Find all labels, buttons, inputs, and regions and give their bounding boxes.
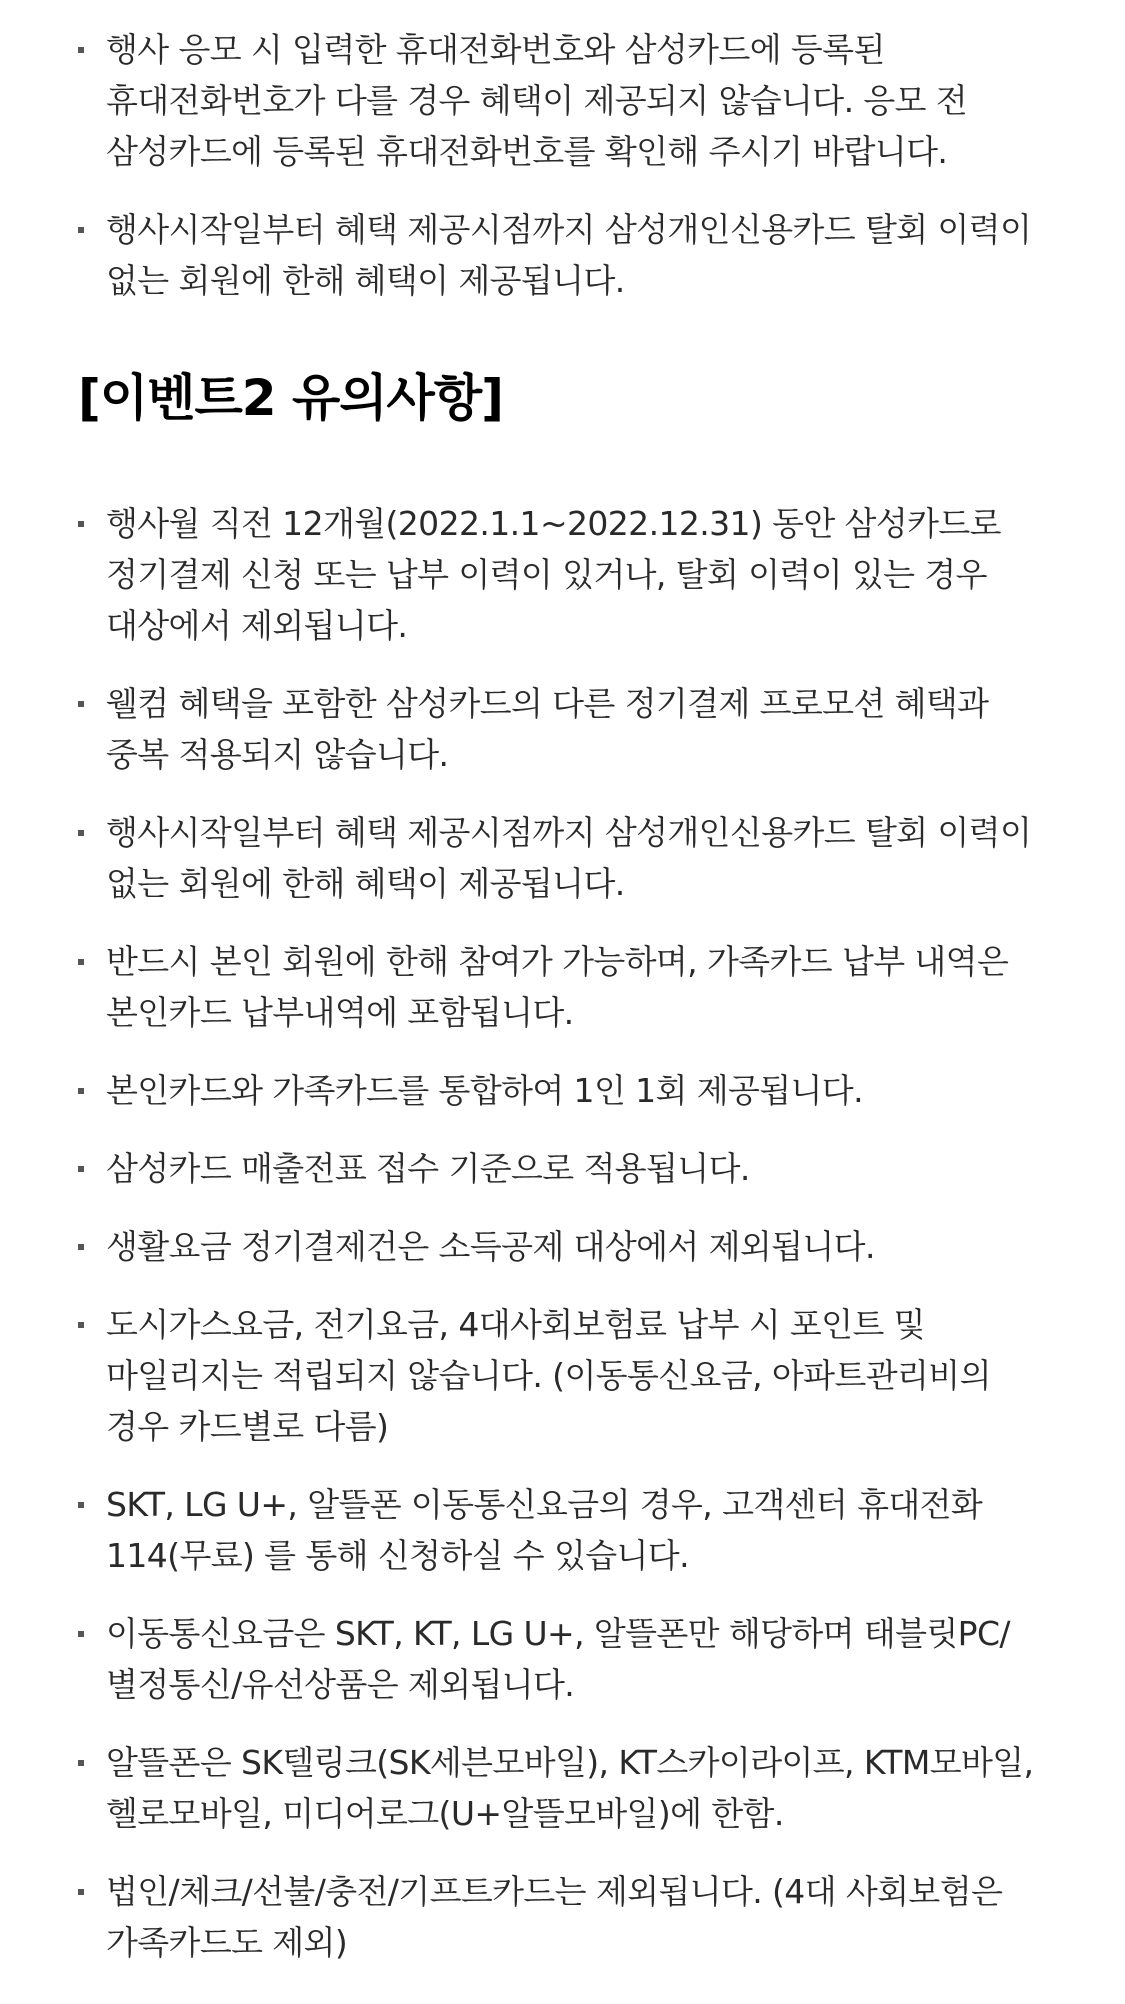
notice-text: 삼성카드 매출전표 접수 기준으로 적용됩니다. (106, 1149, 750, 1188)
bullet-icon (78, 227, 84, 233)
notice-item (78, 1065, 1055, 1116)
notice-text: 생활요금 정기결제건은 소득공제 대상에서 제외됩니다. (106, 1227, 875, 1266)
bullet-icon (78, 1502, 84, 1508)
notice-text: 행사월 직전 12개월(2022.1.1~2022.12.31) 동안 삼성카드로 정기결제 신청 또는 납부 이력이 있거나, 탈회 이력이 있는 경우 대상에서 제외됩니다. (106, 504, 1001, 645)
notice-item (78, 1143, 1055, 1194)
notice-text: 웰컴 혜택을 포함한 삼성카드의 다른 정기결제 프로모션 혜택과 중복 적용되지 않습니다. (106, 684, 989, 774)
bullet-icon (78, 1760, 84, 1766)
notice-text: 반드시 본인 회원에 한해 참여가 가능하며, 가족카드 납부 내역은 본인카드 납부내역에 포함됩니다. (106, 942, 1009, 1032)
notice-item (78, 1479, 1055, 1581)
bullet-icon (78, 1088, 84, 1094)
bullet-icon (78, 1889, 84, 1895)
notice-item (78, 936, 1055, 1038)
bullet-icon (78, 1631, 84, 1637)
notice-item (78, 1737, 1055, 1839)
notice-text: 행사 응모 시 입력한 휴대전화번호와 삼성카드에 등록된 휴대전화번호가 다를 경우 혜택이 제공되지 않습니다. 응모 전 삼성카드에 등록된 휴대전화번호를 확인해 주시기 바랍니다. (106, 30, 968, 171)
notice-text: 법인/체크/선불/충전/기프트카드는 제외됩니다. (4대 사회보험은 가족카드도 제외) (106, 1872, 1003, 1962)
notice-item (78, 807, 1055, 909)
notice-item (78, 1608, 1055, 1710)
notice-text: SKT, LG U+, 알뜰폰 이동통신요금의 경우, 고객센터 휴대전화 114(무료) 를 통해 신청하실 수 있습니다. (106, 1485, 983, 1575)
bullet-icon (78, 701, 84, 707)
event2-notice-list (78, 498, 1055, 1968)
notice-text: 행사시작일부터 혜택 제공시점까지 삼성개인신용카드 탈회 이력이 없는 회원에 한해 혜택이 제공됩니다. (106, 210, 1032, 300)
top-notice-list (78, 24, 1055, 306)
notice-item (78, 1866, 1055, 1968)
bullet-icon (78, 959, 84, 965)
notice-item (78, 1299, 1055, 1452)
bullet-icon (78, 1244, 84, 1250)
notice-item (78, 1221, 1055, 1272)
bullet-icon (78, 521, 84, 527)
notice-text: 이동통신요금은 SKT, KT, LG U+, 알뜰폰만 해당하며 태블릿PC/별정통신/유선상품은 제외됩니다. (106, 1614, 1010, 1704)
bullet-icon (78, 47, 84, 53)
notice-item (78, 24, 1055, 177)
section-title: [이벤트2 유의사항] (78, 369, 504, 427)
notice-text: 도시가스요금, 전기요금, 4대사회보험료 납부 시 포인트 및 마일리지는 적립되지 않습니다. (이동통신요금, 아파트관리비의 경우 카드별로 다름) (106, 1305, 991, 1446)
notice-text: 행사시작일부터 혜택 제공시점까지 삼성개인신용카드 탈회 이력이 없는 회원에 한해 혜택이 제공됩니다. (106, 813, 1032, 903)
notice-item (78, 204, 1055, 306)
notice-text: 알뜰폰은 SK텔링크(SK세븐모바일), KT스카이라이프, KTM모바일, 헬로모바일, 미디어로그(U+알뜰모바일)에 한함. (106, 1743, 1034, 1833)
bullet-icon (78, 1166, 84, 1172)
notice-item (78, 498, 1055, 651)
notice-item (78, 678, 1055, 780)
bullet-icon (78, 1322, 84, 1328)
notice-text: 본인카드와 가족카드를 통합하여 1인 1회 제공됩니다. (106, 1071, 863, 1110)
bullet-icon (78, 830, 84, 836)
